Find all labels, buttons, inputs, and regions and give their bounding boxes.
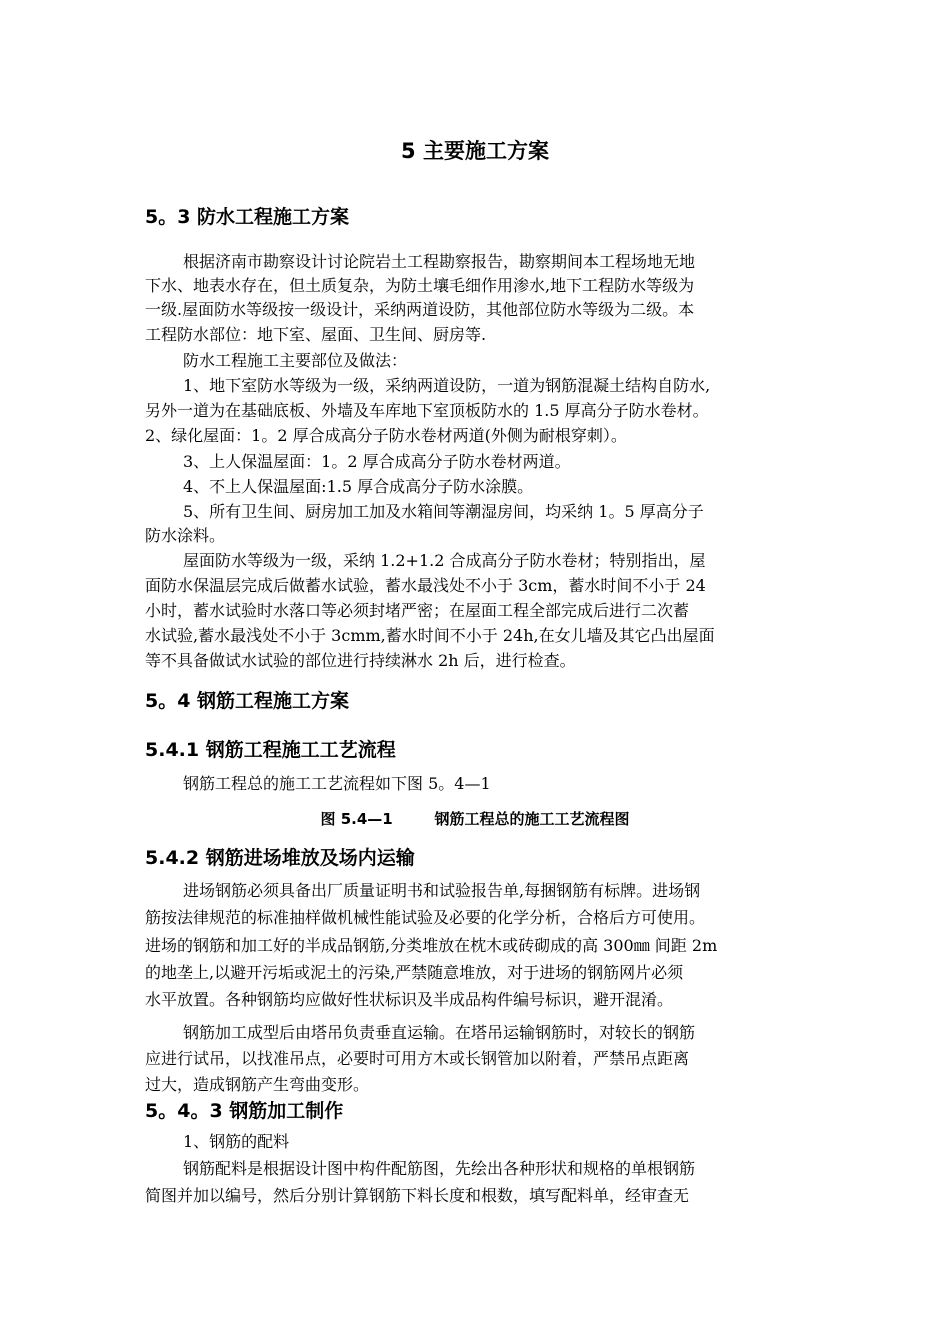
paragraph-line: 等不具备做试水试验的部位进行持续淋水 2h 后，进行检查。 (145, 651, 576, 670)
paragraph-line: 2、绿化屋面：1。2 厚合成高分子防水卷材两道(外侧为耐根穿刺）。 (145, 426, 627, 445)
section-heading-5-3: 5。3 防水工程施工方案 (145, 206, 350, 228)
paragraph-line: 防水涂料。 (145, 526, 226, 545)
section-heading-5-4-3: 5。4。3 钢筋加工制作 (145, 1100, 344, 1122)
figure-caption: 图 5.4—1 钢筋工程总的施工工艺流程图 (320, 810, 630, 828)
paragraph-line: 另外一道为在基础底板、外墙及车库地下室顶板防水的 1.5 厚高分子防水卷材。 (145, 401, 709, 420)
paragraph-line: 工程防水部位：地下室、屋面、卫生间、厨房等. (145, 325, 487, 344)
paragraph-line: 进场的钢筋和加工好的半成品钢筋,分类堆放在枕木或砖砌成的高 300㎜ 间距 2m (145, 936, 718, 955)
paragraph-line: 5、所有卫生间、厨房加工加及水箱间等潮湿房间，均采纳 1。5 厚高分子 (183, 502, 704, 521)
paragraph-line: 3、上人保温屋面：1。2 厚合成高分子防水卷材两道。 (183, 452, 571, 471)
paragraph-line: 防水工程施工主要部位及做法： (183, 351, 408, 370)
paragraph-line: 4、不上人保温屋面:1.5 厚合成高分子防水涂膜。 (183, 477, 534, 496)
paragraph-line: 筋按法律规范的标准抽样做机械性能试验及必要的化学分析，合格后方可使用。 (145, 908, 706, 927)
paragraph-line: 水试验,蓄水最浅处不小于 3cmm,蓄水时间不小于 24h,在女儿墙及其它凸出屋面 (145, 626, 715, 645)
section-heading-5-4: 5。4 钢筋工程施工方案 (145, 690, 350, 712)
paragraph-line: 钢筋工程总的施工工艺流程如下图 5。4—1 (183, 774, 491, 793)
chapter-title: 5 主要施工方案 (401, 139, 549, 163)
paragraph-line: 小时，蓄水试验时水落口等必须封堵严密；在屋面工程全部完成后进行二次蓄 (145, 601, 690, 620)
paragraph-line: 1、钢筋的配料 (183, 1132, 290, 1151)
paragraph-line: 钢筋加工成型后由塔吊负责垂直运输。在塔吊运输钢筋时，对较长的钢筋 (183, 1023, 696, 1042)
paragraph-line: 水平放置。各种钢筋均应做好性状标识及半成品构件编号标识，避开混淆。 (145, 990, 674, 1009)
paragraph-line: 应进行试吊，以找准吊点，必要时可用方木或长钢管加以附着，严禁吊点距离 (145, 1049, 690, 1068)
paragraph-line: 1、地下室防水等级为一级，采纳两道设防，一道为钢筋混凝土结构自防水, (183, 376, 711, 395)
paragraph-line: 简图并加以编号，然后分别计算钢筋下料长度和根数，填写配料单，经审查无 (145, 1186, 690, 1205)
paragraph-line: 一级.屋面防水等级按一级设计，采纳两道设防，其他部位防水等级为二级。本 (145, 300, 695, 319)
section-heading-5-4-1: 5.4.1 钢筋工程施工工艺流程 (145, 739, 396, 761)
paragraph-line: 面防水保温层完成后做蓄水试验，蓄水最浅处不小于 3cm，蓄水时间不小于 24 (145, 576, 706, 595)
paragraph-line: 根据济南市勘察设计讨论院岩土工程勘察报告，勘察期间本工程场地无地 (183, 252, 696, 271)
paragraph-line: 进场钢筋必须具备出厂质量证明书和试验报告单,每捆钢筋有标牌。进场钢 (183, 881, 701, 900)
paragraph-line: 过大，造成钢筋产生弯曲变形。 (145, 1075, 370, 1094)
paragraph-line: 下水、地表水存在，但土质复杂，为防土壤毛细作用渗水,地下工程防水等级为 (145, 276, 695, 295)
paragraph-line: 钢筋配料是根据设计图中构件配筋图，先绘出各种形状和规格的单根钢筋 (183, 1159, 696, 1178)
paragraph-line: 的地垄上,以避开污垢或泥土的污染,严禁随意堆放，对于进场的钢筋网片必须 (145, 963, 684, 982)
paragraph-line: 屋面防水等级为一级，采纳 1.2+1.2 合成高分子防水卷材；特别指出，屋 (183, 551, 706, 570)
section-heading-5-4-2: 5.4.2 钢筋进场堆放及场内运输 (145, 847, 415, 869)
